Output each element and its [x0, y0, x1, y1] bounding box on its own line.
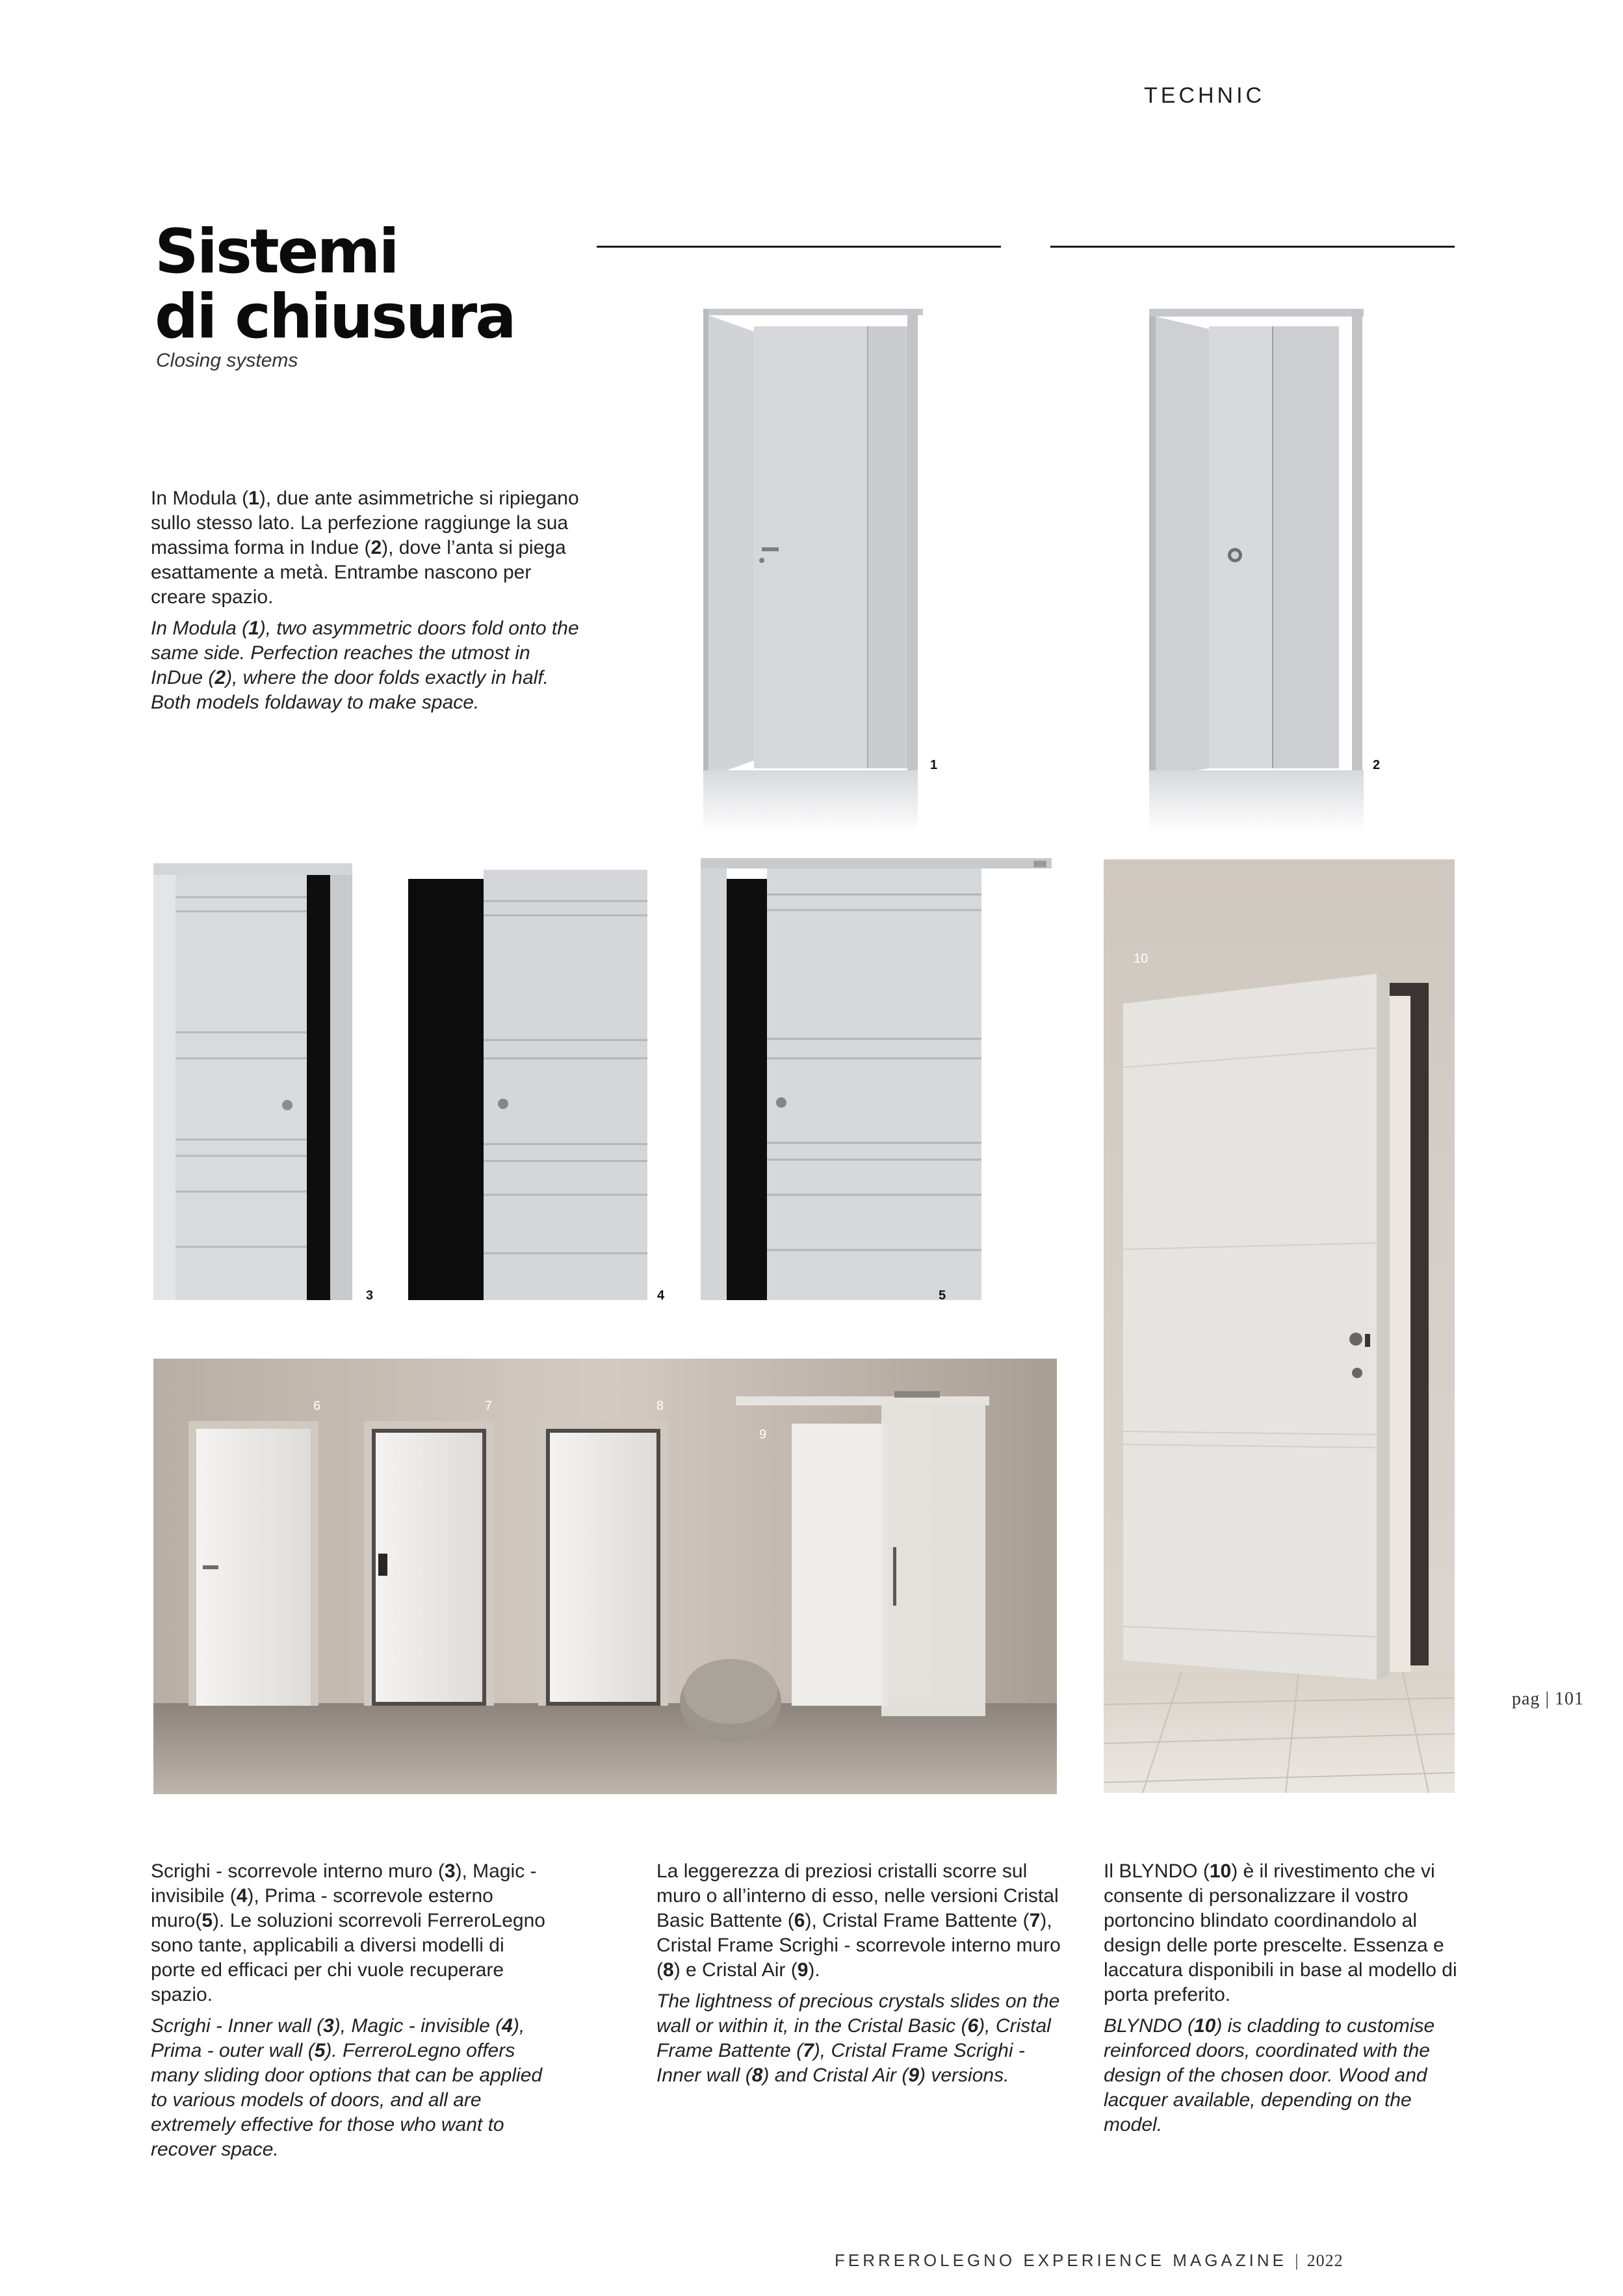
blyndo-english: BLYNDO (10) is cladding to customise reinforced doors, coordinated with the design of the chosen door. Wood and lacquer available, depending on the model. [1104, 2015, 1435, 2135]
divider-rule-right [1050, 246, 1455, 248]
caption-number-7: 7 [485, 1399, 493, 1413]
blyndo-italian: Il BLYNDO (10) è il rivestimento che vi consente di personalizzare il vostro portoncino blindato coordinandolo al design delle porte prescelte. Essenza e laccatura disponibili in base al modello di porta preferito. [1104, 1860, 1457, 2005]
text-column-cristal [656, 1859, 1066, 2094]
section-label: TECHNIC [1144, 83, 1266, 108]
cristal-italian: La leggerezza di preziosi cristalli scorre sul muro o all’interno di esso, nelle versioni Cristal Basic Battente (6), Cristal Frame Battente (7), Cristal Frame Scrighi - scorrevole interno muro (8) e Cristal Air (9). [656, 1860, 1061, 1981]
caption-number-2: 2 [1373, 758, 1381, 772]
caption-number-9: 9 [759, 1428, 767, 1442]
page-title [155, 216, 515, 352]
divider-rule-left [597, 246, 1001, 248]
photo-magic-door [408, 870, 647, 1300]
photo-prima-door [701, 857, 1052, 1300]
caption-number-6: 6 [313, 1399, 321, 1413]
photo-modula-door [689, 306, 936, 832]
photo-cristal-doors [153, 1359, 1057, 1794]
photo-scrighi-door [153, 863, 352, 1300]
intro-text [151, 486, 580, 722]
title-line-2: di chiusura [155, 281, 515, 352]
caption-number-3: 3 [366, 1288, 374, 1303]
caption-number-5: 5 [939, 1288, 946, 1303]
cristal-english: The lightness of precious crystals slides on the wall or within it, in the Cristal Basic (6), Cristal Frame Battente (7), Cristal Frame Scrighi - Inner wall (8) and Cristal Air (9) versions. [656, 1990, 1060, 2086]
text-column-blyndo [1104, 1859, 1468, 2144]
text-column-sliding [151, 1859, 554, 2169]
footer-magazine: FERREROLEGNO EXPERIENCE MAGAZINE | 2022 [835, 2250, 1344, 2270]
caption-number-1: 1 [930, 758, 938, 772]
sliding-italian: Scrighi - scorrevole interno muro (3), Magic - invisibile (4), Prima - scorrevole esterno muro(5). Le soluzioni scorrevoli FerreroLegno sono tante, applicabili a diversi modelli di porte ed efficaci per chi vuole recuperare spazio. [151, 1860, 545, 2005]
title-line-1: Sistemi [155, 216, 398, 287]
intro-english: In Modula (1), two asymmetric doors fold onto the same side. Perfection reaches the utmost in InDue (2), where the door folds exactly in half. Both models foldaway to make space. [151, 618, 579, 713]
sliding-english: Scrighi - Inner wall (3), Magic - invisible (4), Prima - outer wall (5). FerreroLegno offers many sliding door options that can be applied to various models of doors, and all are extremely effective for those who want to recover space. [151, 2015, 543, 2160]
caption-number-10: 10 [1134, 952, 1149, 966]
photo-blyndo-door [1104, 859, 1455, 1793]
caption-number-4: 4 [657, 1288, 665, 1303]
page-subtitle: Closing systems [156, 350, 298, 371]
intro-italian: In Modula (1), due ante asimmetriche si ripiegano sullo stesso lato. La perfezione raggiunge la sua massima forma in Indue (2), dove l’anta si piega esattamente a metà. Entrambe nascono per creare spazio. [151, 488, 579, 608]
page-number: pag | 101 [1512, 1689, 1585, 1709]
caption-number-8: 8 [656, 1399, 664, 1413]
photo-indue-door [1136, 306, 1383, 832]
